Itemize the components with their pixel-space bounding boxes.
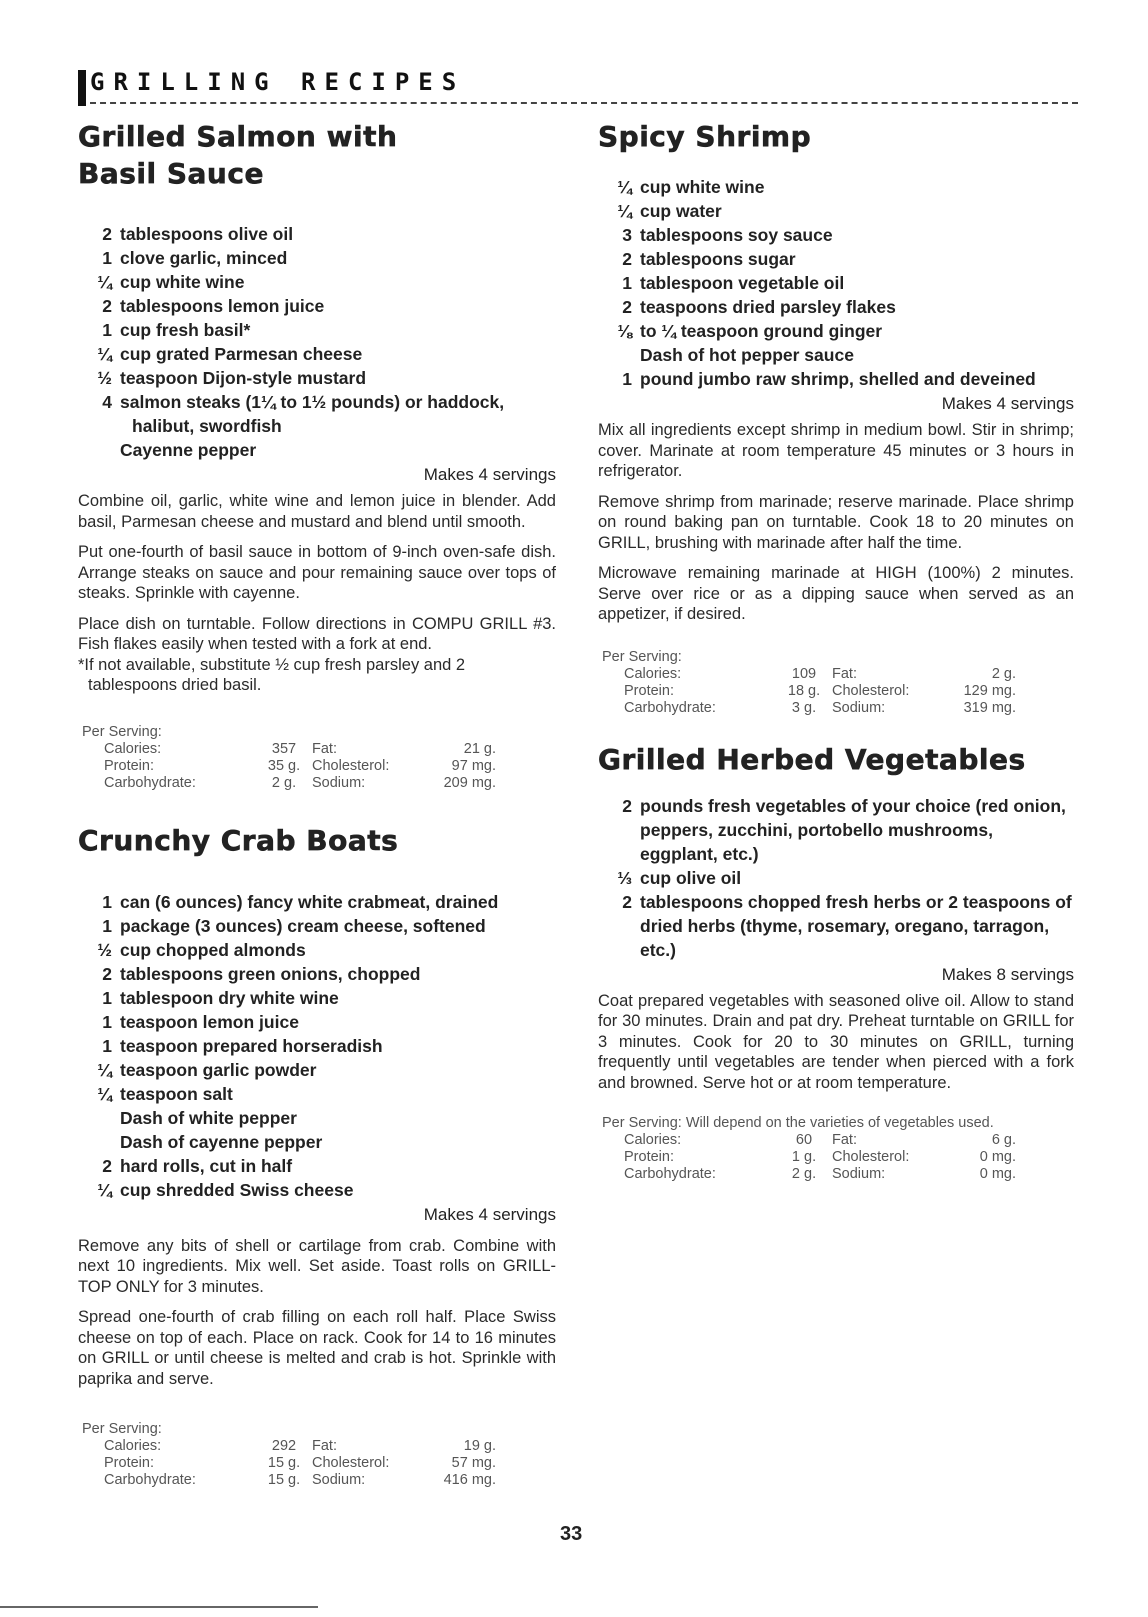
substitution-note: *If not available, substitute ½ cup fresh parsley and 2 tablespoons dried basil. [78,655,466,694]
ingredient-text: clove garlic, minced [120,248,288,268]
recipe-title: Grilled Herbed Vegetables [598,742,1026,776]
ingredient-qty: 2 [622,249,632,269]
ingredient-item [78,1010,556,1034]
ingredient-qty [78,1130,120,1154]
ingredient-item [78,890,556,914]
ingredient-qty: ¼ [97,1059,112,1080]
ingredient-item [78,1034,556,1058]
ingredient-qty: 2 [622,297,632,317]
calories-label: Calories: [624,1132,682,1148]
direction-paragraph: Put one-fourth of basil sauce in bottom of 9-inch oven-safe dish. Arrange steaks on sauce and pour remaining sauce over tops of steaks. Sprinkle with cayenne. [78,543,556,602]
recipe-crunchy-crab-boats [78,822,556,1490]
fat-label: Fat: [312,740,337,757]
ingredient-item [78,1130,556,1154]
calories-label: Calories: [104,1438,162,1454]
directions [78,1236,556,1390]
ingredient-qty: ⅓ [617,867,632,888]
calories-value: 60 [795,1132,813,1148]
protein-value: 18 g. [787,682,821,699]
nutrition-row [598,1149,1053,1166]
ingredient-item [78,1154,556,1178]
ingredient-list [78,222,556,462]
ingredient-text: cup white wine [120,272,245,292]
cholesterol-value: 0 mg. [979,1149,1016,1165]
ingredient-item [78,318,556,342]
nutrition-heading: Per Serving: [602,648,682,665]
ingredient-text: package (3 ounces) cream cheese, softened [120,915,486,936]
ingredient-list [598,794,1074,962]
carbohydrate-value: 2 g. [271,774,297,791]
ingredient-qty: 3 [622,225,632,245]
ingredient-text: pound jumbo raw shrimp, shelled and deveined [640,369,1036,389]
ingredient-item [78,1058,556,1082]
ingredient-qty: 2 [102,296,112,316]
protein-label: Protein: [104,757,154,774]
carbohydrate-label: Carbohydrate: [624,699,716,716]
sodium-value: 209 mg. [443,774,496,791]
ingredient-qty: 2 [102,224,112,244]
ingredient-text: teaspoon salt [120,1083,233,1104]
ingredient-qty [598,343,640,367]
ingredient-qty: ¼ [97,272,112,292]
servings: Makes 4 servings [941,394,1074,413]
directions [598,420,1074,625]
ingredient-item [78,1178,556,1202]
ingredient-item [598,247,1074,271]
ingredient-qty: 2 [102,963,112,984]
cholesterol-value: 129 mg. [963,682,1016,699]
direction-paragraph: Mix all ingredients except shrimp in medium bowl. Stir in shrimp; cover. Marinate at room temperature 45 minutes or 3 hours in refrigerator. [598,421,1074,480]
ingredient-item [598,223,1074,247]
nutrition-row [598,683,1053,700]
ingredient-qty: ¼ [97,344,112,364]
servings: Makes 8 servings [941,964,1074,984]
ingredient-qty: ½ [97,939,112,960]
ingredient-qty: 1 [102,891,112,912]
ingredient-qty: 1 [622,369,632,389]
sodium-label: Sodium: [832,1166,886,1182]
nutrition-row [78,741,533,758]
ingredient-text: cup chopped almonds [120,939,306,960]
nutrition-heading: Per Serving: [82,1421,162,1437]
ingredient-list [598,175,1074,391]
ingredient-text: Cayenne pepper [120,440,257,460]
ingredient-qty: 1 [102,320,112,340]
ingredient-item [598,271,1074,295]
ingredient-text: cup grated Parmesan cheese [120,344,363,364]
ingredient-item [598,866,1074,890]
header-rule [90,102,1078,104]
nutrition-row [598,1132,1053,1149]
recipe-grilled-herbed-vegetables [598,741,1074,1184]
direction-paragraph: Remove shrimp from marinade; reserve marinade. Place shrimp on round baking pan on turntable. Cook 18 to 20 minutes on GRILL, brushing with marinade after half the time. [598,492,1074,552]
servings: Makes 4 servings [423,1204,556,1224]
ingredient-qty: 1 [102,1035,112,1056]
nutrition-heading: Per Serving: Will depend on the varieties of vegetables used. [602,1115,994,1131]
ingredient-text: cup fresh basil* [120,320,251,340]
direction-paragraph: Microwave remaining marinade at HIGH (100%) 2 minutes. Serve over rice or as a dipping sauce when served as an appetizer, if desired. [598,564,1074,623]
nutrition-panel [598,649,1053,717]
protein-value: 15 g. [267,1455,301,1471]
fat-value: 6 g. [991,1132,1016,1148]
ingredient-text: teaspoon prepared horseradish [120,1035,383,1056]
fat-value: 2 g. [991,665,1016,682]
calories-value: 109 [791,665,817,682]
title-line-1: Grilled Salmon with [78,120,398,153]
nutrition-row [78,758,533,775]
nutrition-panel [598,1115,1053,1183]
nutrition-row [598,1166,1053,1183]
cholesterol-label: Cholesterol: [832,682,910,699]
ingredient-text: tablespoon vegetable oil [640,273,845,293]
ingredient-text: hard rolls, cut in half [120,1155,293,1176]
sodium-label: Sodium: [312,774,366,791]
ingredient-item [598,319,1074,343]
ingredient-item [78,390,556,438]
calories-label: Calories: [104,740,162,757]
fat-label: Fat: [312,1438,337,1454]
ingredient-qty: 2 [622,891,632,912]
ingredient-text: cup olive oil [640,867,742,888]
recipe-title [78,118,556,192]
ingredient-qty: 2 [102,1155,112,1176]
ingredient-item [78,366,556,390]
protein-label: Protein: [624,1149,674,1165]
ingredient-text: teaspoon Dijon-style mustard [120,368,367,388]
ingredient-text: can (6 ounces) fancy white crabmeat, drained [120,891,499,912]
ingredient-qty: 1 [102,248,112,268]
ingredient-item [78,270,556,294]
ingredient-text: tablespoons green onions, chopped [120,963,421,984]
cholesterol-value: 97 mg. [451,757,496,774]
nutrition-row [78,1472,533,1489]
page-number: 33 [560,1523,583,1545]
nutrition-heading: Per Serving: [82,723,162,740]
ingredient-text: tablespoons soy sauce [640,225,833,245]
ingredient-item [78,1106,556,1130]
ingredient-qty: 1 [102,915,112,936]
nutrition-panel [78,724,533,792]
ingredient-text: cup water [640,201,722,221]
left-column [78,118,556,1489]
calories-value: 292 [271,1438,297,1454]
ingredient-text: tablespoons olive oil [120,224,294,244]
ingredient-item [78,246,556,270]
carbohydrate-label: Carbohydrate: [104,774,196,791]
ingredient-qty: 1 [102,1011,112,1032]
ingredient-item [78,1082,556,1106]
nutrition-panel [78,1421,533,1489]
directions [598,991,1074,1094]
ingredient-qty: 4 [102,392,112,412]
ingredient-text: tablespoons lemon juice [120,296,325,316]
sodium-value: 319 mg. [963,699,1016,716]
cholesterol-label: Cholesterol: [312,1455,390,1471]
ingredient-qty: 1 [102,987,112,1008]
direction-paragraph: Combine oil, garlic, white wine and lemon juice in blender. Add basil, Parmesan cheese and mustard and blend until smooth. [78,492,556,531]
ingredient-text: tablespoons chopped fresh herbs or 2 teaspoons of dried herbs (thyme, rosemary, oregano, tarragon, etc.) [640,891,1072,960]
ingredient-text: pounds fresh vegetables of your choice (red onion, peppers, zucchini, portobello mushrooms, eggplant, etc.) [640,795,1066,864]
ingredient-text: salmon steaks (1¼ to 1½ pounds) or haddock, halibut, swordfish [120,392,505,436]
ingredient-qty: 1 [622,273,632,293]
direction-paragraph: Coat prepared vegetables with seasoned olive oil. Allow to stand for 30 minutes. Drain and pat dry. Preheat turntable on GRILL for 3 minutes. Cook for 20 to 30 minutes on GRILL, turning frequently until vegetables are tender when pierced with a fork and browned. Serve hot or at room temperature. [598,991,1074,1092]
ingredient-item [78,438,556,462]
direction-paragraph: Remove any bits of shell or cartilage from crab. Combine with next 10 ingredients. Mix well. Set aside. Toast rolls on GRILL-TOP ONLY for 3 minutes. [78,1236,556,1296]
ingredient-qty: ¼ [97,1179,112,1200]
cholesterol-label: Cholesterol: [832,1149,910,1165]
calories-value: 357 [271,740,297,757]
ingredient-item [598,295,1074,319]
ingredient-qty: 2 [622,795,632,816]
ingredient-qty [78,438,120,462]
ingredient-text: Dash of hot pepper sauce [640,345,854,365]
protein-value: 35 g. [267,757,301,774]
ingredient-item [78,938,556,962]
right-column [598,118,1074,1183]
sodium-label: Sodium: [832,699,886,716]
ingredient-item [598,343,1074,367]
ingredient-item [598,367,1074,391]
cholesterol-label: Cholesterol: [312,757,390,774]
ingredient-text: Dash of cayenne pepper [120,1131,323,1152]
ingredient-qty: ¼ [617,201,632,221]
fat-value: 19 g. [463,1438,496,1454]
carbohydrate-label: Carbohydrate: [104,1472,196,1488]
recipe-title: Crunchy Crab Boats [78,823,399,857]
ingredient-qty: ¼ [97,1083,112,1104]
footer-rule [0,1606,318,1608]
calories-label: Calories: [624,665,682,682]
ingredient-item [598,794,1074,866]
protein-value: 1 g. [791,1149,817,1165]
ingredient-item [598,175,1074,199]
direction-paragraph: Spread one-fourth of crab filling on each roll half. Place Swiss cheese on top of each. Place on rack. Cook for 14 to 16 minutes on GRILL or until cheese is melted and crab is hot. Sprinkle with paprika and serve. [78,1308,556,1388]
recipe-grilled-salmon [78,118,556,792]
nutrition-row [598,666,1053,683]
ingredient-item [78,294,556,318]
ingredient-item [78,342,556,366]
ingredient-text: teaspoon garlic powder [120,1059,317,1080]
ingredient-text: tablespoons sugar [640,249,796,269]
ingredient-text: cup shredded Swiss cheese [120,1179,354,1200]
sodium-value: 416 mg. [443,1472,496,1488]
recipe-title: Spicy Shrimp [598,120,812,153]
section-title: GRILLING RECIPES [90,68,466,96]
direction-paragraph: Place dish on turntable. Follow directions in COMPU GRILL #3. Fish flakes easily when tested with a fork at end. [78,614,556,653]
fat-value: 21 g. [463,740,496,757]
ingredient-qty: ½ [97,368,112,388]
protein-label: Protein: [624,682,674,699]
ingredient-qty: ⅛ [617,321,632,341]
ingredient-item [78,222,556,246]
ingredient-qty [78,1106,120,1130]
nutrition-row [78,1455,533,1472]
title-line-2: Basil Sauce [78,157,264,190]
ingredient-qty: ¼ [617,177,632,197]
cholesterol-value: 57 mg. [451,1455,496,1471]
carbohydrate-label: Carbohydrate: [624,1166,716,1182]
recipe-spicy-shrimp [598,118,1074,717]
nutrition-row [598,700,1053,717]
servings: Makes 4 servings [423,465,556,484]
carbohydrate-value: 3 g. [791,699,817,716]
ingredient-text: cup white wine [640,177,765,197]
ingredient-text: tablespoon dry white wine [120,987,339,1008]
ingredient-text: to ¼ teaspoon ground ginger [640,321,883,341]
ingredient-item [78,914,556,938]
carbohydrate-value: 15 g. [267,1472,301,1488]
ingredient-list [78,890,556,1202]
nutrition-row [78,775,533,792]
ingredient-item [78,962,556,986]
header-bar [78,70,86,106]
ingredient-text: Dash of white pepper [120,1107,297,1128]
ingredient-text: teaspoon lemon juice [120,1011,299,1032]
directions [78,491,556,655]
sodium-label: Sodium: [312,1472,366,1488]
fat-label: Fat: [832,1132,857,1148]
protein-label: Protein: [104,1455,154,1471]
nutrition-row [78,1438,533,1455]
ingredient-text: teaspoons dried parsley flakes [640,297,896,317]
carbohydrate-value: 2 g. [791,1166,817,1182]
ingredient-item [598,199,1074,223]
page-header [78,64,1078,110]
fat-label: Fat: [832,665,857,682]
ingredient-item [598,890,1074,962]
ingredient-item [78,986,556,1010]
sodium-value: 0 mg. [979,1166,1016,1182]
